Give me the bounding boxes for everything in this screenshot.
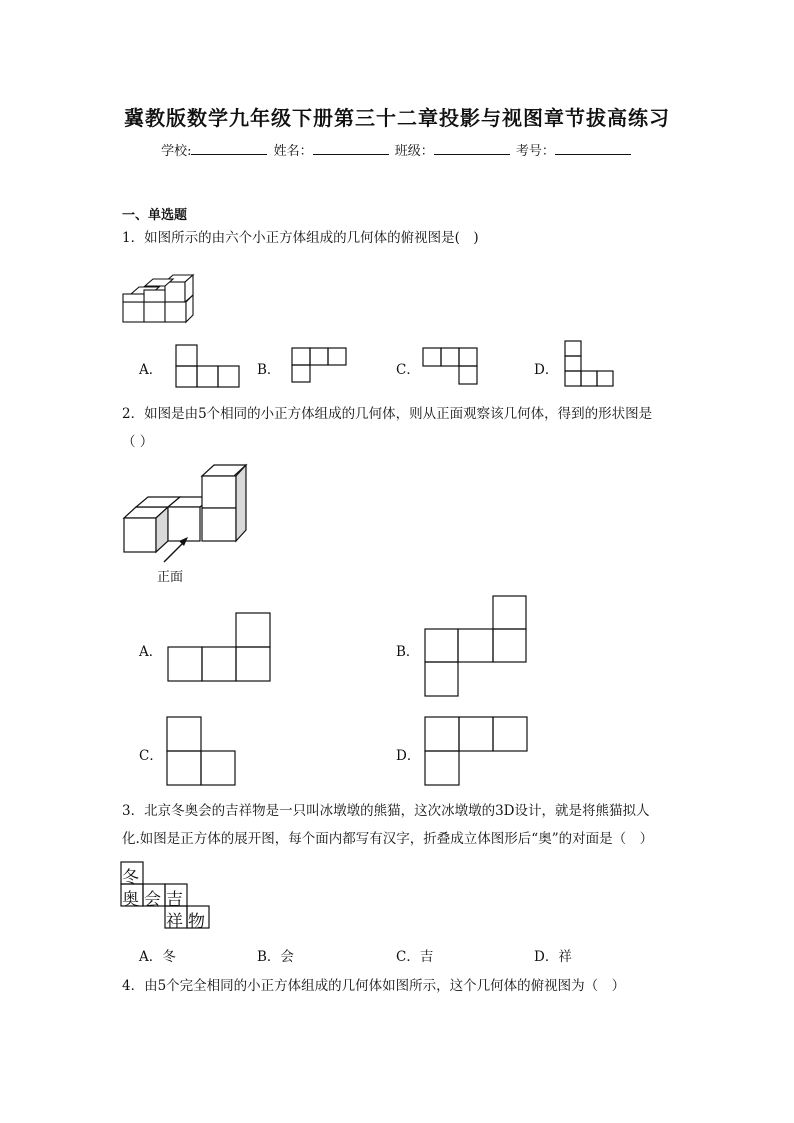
question-3-text-line1: 北京冬奥会的吉祥物是一只叫冰墩墩的熊猫，这次冰墩墩的3D设计，就是将熊猫拟人 xyxy=(144,803,650,819)
question-3-text-line2: 化.如图是正方体的展开图，每个面内都写有汉字，折叠成立体图形后“奥”的对面是（ ） xyxy=(122,831,654,847)
question-1-number: 1． xyxy=(122,230,145,246)
q2-option-d[interactable]: D． xyxy=(396,748,421,764)
front-view-label: 正面 xyxy=(157,570,184,585)
question-3-number: 3． xyxy=(122,803,145,819)
q1-option-b[interactable]: B． xyxy=(257,362,281,378)
net-face-wu: 物 xyxy=(188,912,205,932)
question-3 xyxy=(122,797,682,853)
question-2-text-line1: 如图是由5个相同的小正方体组成的几何体，则从正面观察该几何体，得到的形状图是 xyxy=(144,406,653,422)
q3-option-d[interactable]: D．祥 xyxy=(534,949,572,965)
page-title: 冀教版数学九年级下册第三十二章投影与视图章节拔高练习 xyxy=(124,106,670,130)
q3-option-c[interactable]: C．吉 xyxy=(396,949,434,965)
q3-option-a[interactable]: A．冬 xyxy=(139,949,176,965)
question-2-text-line2: （ ） xyxy=(122,434,154,450)
net-face-ji: 吉 xyxy=(166,890,183,910)
question-1-text: 如图所示的由六个小正方体组成的几何体的俯视图是( ) xyxy=(144,230,479,246)
q2-option-c-figure[interactable] xyxy=(167,717,237,787)
q1-option-c[interactable]: C． xyxy=(396,362,420,378)
question-2-number: 2． xyxy=(122,406,145,422)
question-4-number: 4． xyxy=(122,978,145,994)
class-label: 班级： xyxy=(394,144,434,159)
name-label: 姓名： xyxy=(273,144,313,159)
q1-option-a[interactable]: A． xyxy=(139,362,163,378)
q2-option-b-figure[interactable] xyxy=(425,596,529,700)
q2-option-a-figure[interactable] xyxy=(168,613,272,683)
q2-option-a[interactable]: A． xyxy=(139,644,163,660)
question-4-text: 由5个完全相同的小正方体组成的几何体如图所示，这个几何体的俯视图为（ ） xyxy=(144,978,626,994)
net-face-ao: 奥 xyxy=(122,890,139,910)
school-label: 学校: xyxy=(161,144,192,159)
net-face-dong: 冬 xyxy=(122,868,139,888)
q2-option-d-figure[interactable] xyxy=(425,717,529,787)
q3-option-b[interactable]: B．会 xyxy=(257,949,294,965)
net-face-hui: 会 xyxy=(144,890,161,910)
q2-option-b[interactable]: B． xyxy=(396,644,420,660)
question-4 xyxy=(122,972,682,1000)
q1-option-d[interactable]: D． xyxy=(534,362,559,378)
net-face-xiang: 祥 xyxy=(166,912,183,932)
exam-number-label: 考号： xyxy=(515,144,555,159)
section-title: 一、单选题 xyxy=(122,208,188,223)
q2-option-c[interactable]: C． xyxy=(139,748,163,764)
